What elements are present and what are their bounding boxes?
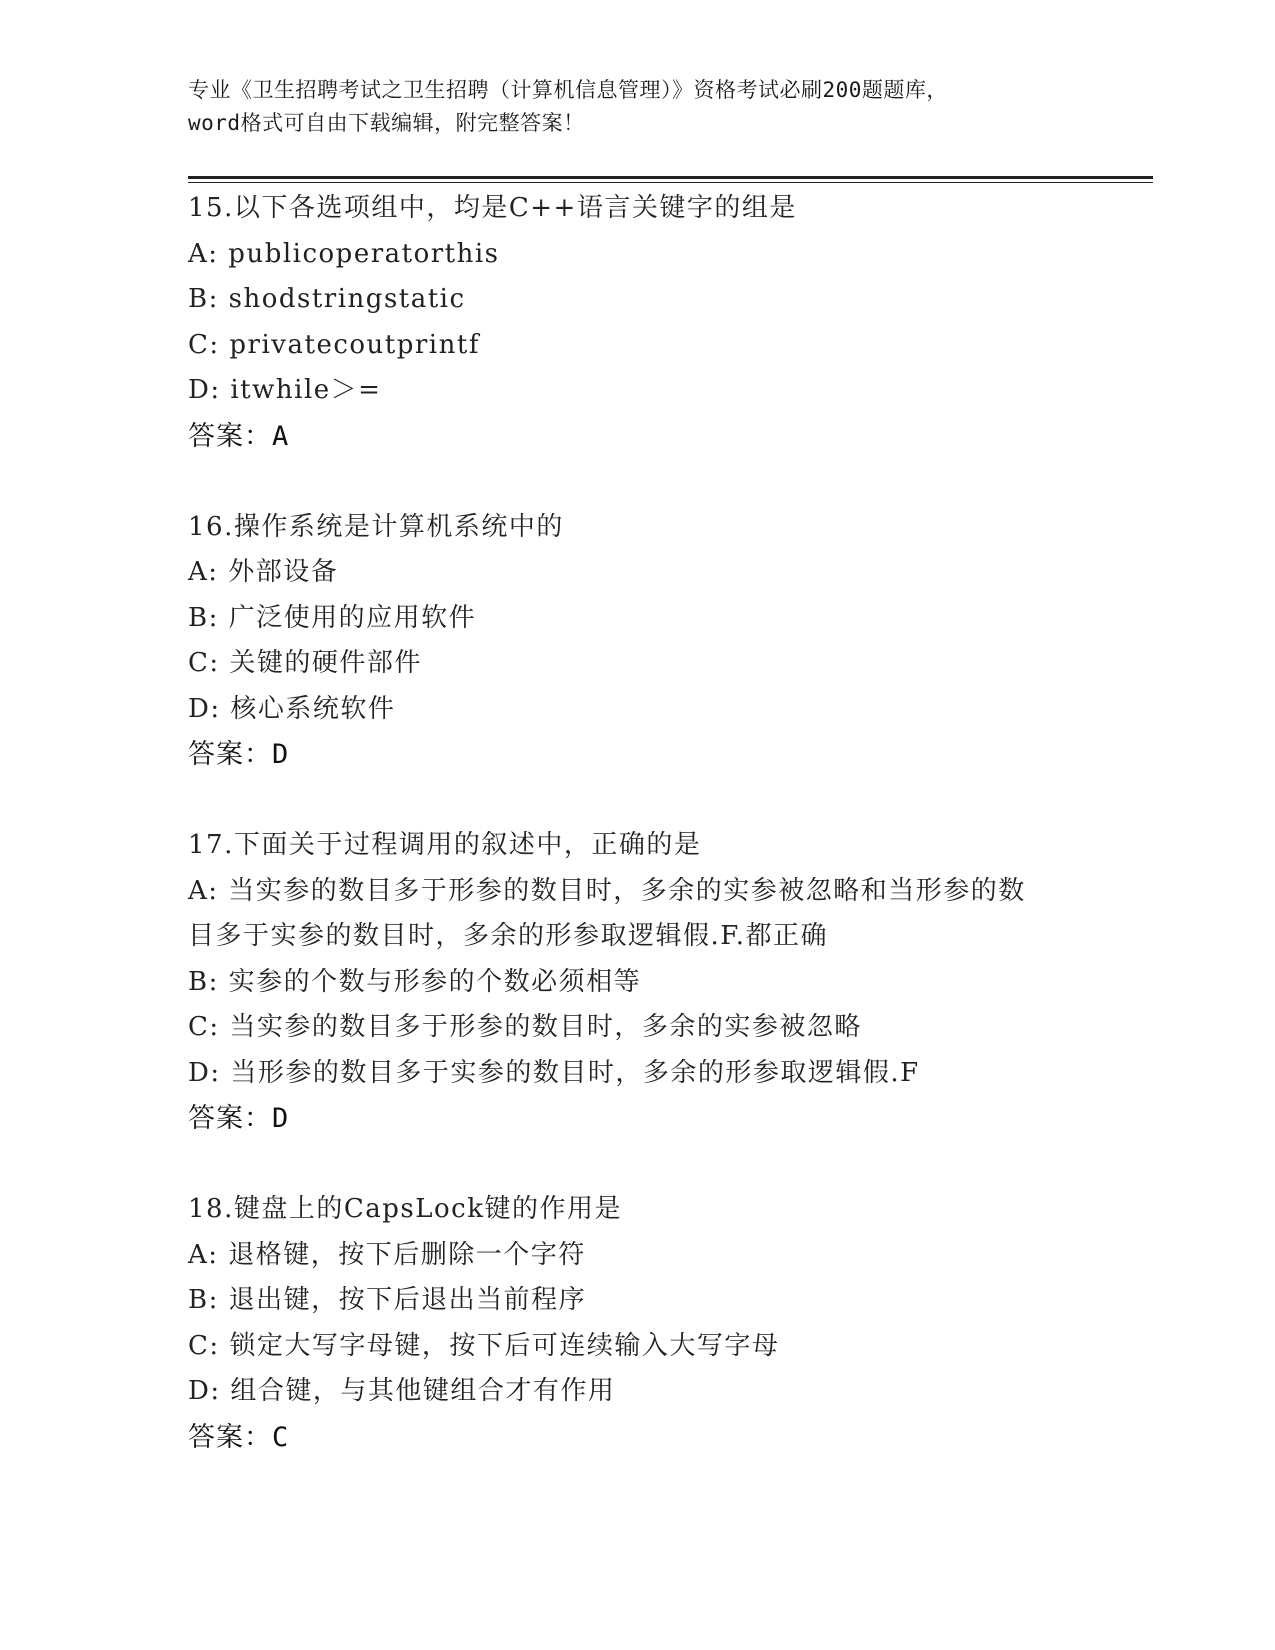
- question-block: [188, 1187, 1088, 1460]
- option-d: D: 核心系统软件: [188, 693, 396, 724]
- option-b: B: 退出键，按下后退出当前程序: [188, 1285, 587, 1315]
- answer-line: 答案：D: [188, 739, 290, 770]
- answer-line: 答案：C: [188, 1421, 290, 1453]
- question-block: [188, 505, 1088, 778]
- question-stem: 15.以下各选项组中，均是C++语言关键字的组是: [188, 193, 797, 223]
- option-a-continued: 目多于实参的数目时，多余的形参取逻辑假.F.都正确: [188, 921, 829, 951]
- header-rule-thin: [188, 182, 1153, 183]
- header-line-1: 专业《卫生招聘考试之卫生招聘（计算机信息管理）》资格考试必刷200题题库，: [188, 78, 948, 102]
- option-c: C: privatecoutprintf: [188, 329, 480, 360]
- option-d: D: 当形参的数目多于实参的数目时，多余的形参取逻辑假.F: [188, 1057, 920, 1088]
- option-c: C: 关键的硬件部件: [188, 648, 422, 678]
- option-a: A: 退格键，按下后删除一个字符: [188, 1239, 586, 1270]
- option-b: B: 实参的个数与形参的个数必须相等: [188, 966, 642, 997]
- header-rule-thick: [188, 176, 1153, 179]
- header-line-2: word格式可自由下载编辑，附完整答案！: [188, 111, 585, 135]
- spacer: [188, 459, 1088, 505]
- question-stem: 17.下面关于过程调用的叙述中，正确的是: [188, 830, 702, 860]
- option-b: B: shodstringstatic: [188, 284, 466, 314]
- option-c: C: 锁定大写字母键，按下后可连续输入大写字母: [188, 1330, 780, 1361]
- answer-line: 答案：A: [188, 420, 290, 452]
- option-a: A: publicoperatorthis: [188, 238, 500, 269]
- question-stem: 16.操作系统是计算机系统中的: [188, 511, 564, 542]
- question-block: [188, 186, 1088, 459]
- spacer: [188, 1142, 1088, 1188]
- option-d: D: 组合键，与其他键组合才有作用: [188, 1376, 616, 1406]
- answer-line: 答案：D: [188, 1103, 290, 1134]
- spacer: [188, 778, 1088, 824]
- option-a: A: 当实参的数目多于形参的数目时，多余的实参被忽略和当形参的数: [188, 875, 1026, 906]
- question-block: [188, 823, 1088, 1142]
- option-b: B: 广泛使用的应用软件: [188, 602, 477, 633]
- option-a: A: 外部设备: [188, 557, 339, 587]
- question-list: [188, 186, 1088, 1460]
- document-header: [188, 74, 1068, 140]
- question-stem: 18.键盘上的CapsLock键的作用是: [188, 1194, 622, 1224]
- option-c: C: 当实参的数目多于形参的数目时，多余的实参被忽略: [188, 1012, 862, 1042]
- option-d: D: itwhile＞=: [188, 375, 382, 405]
